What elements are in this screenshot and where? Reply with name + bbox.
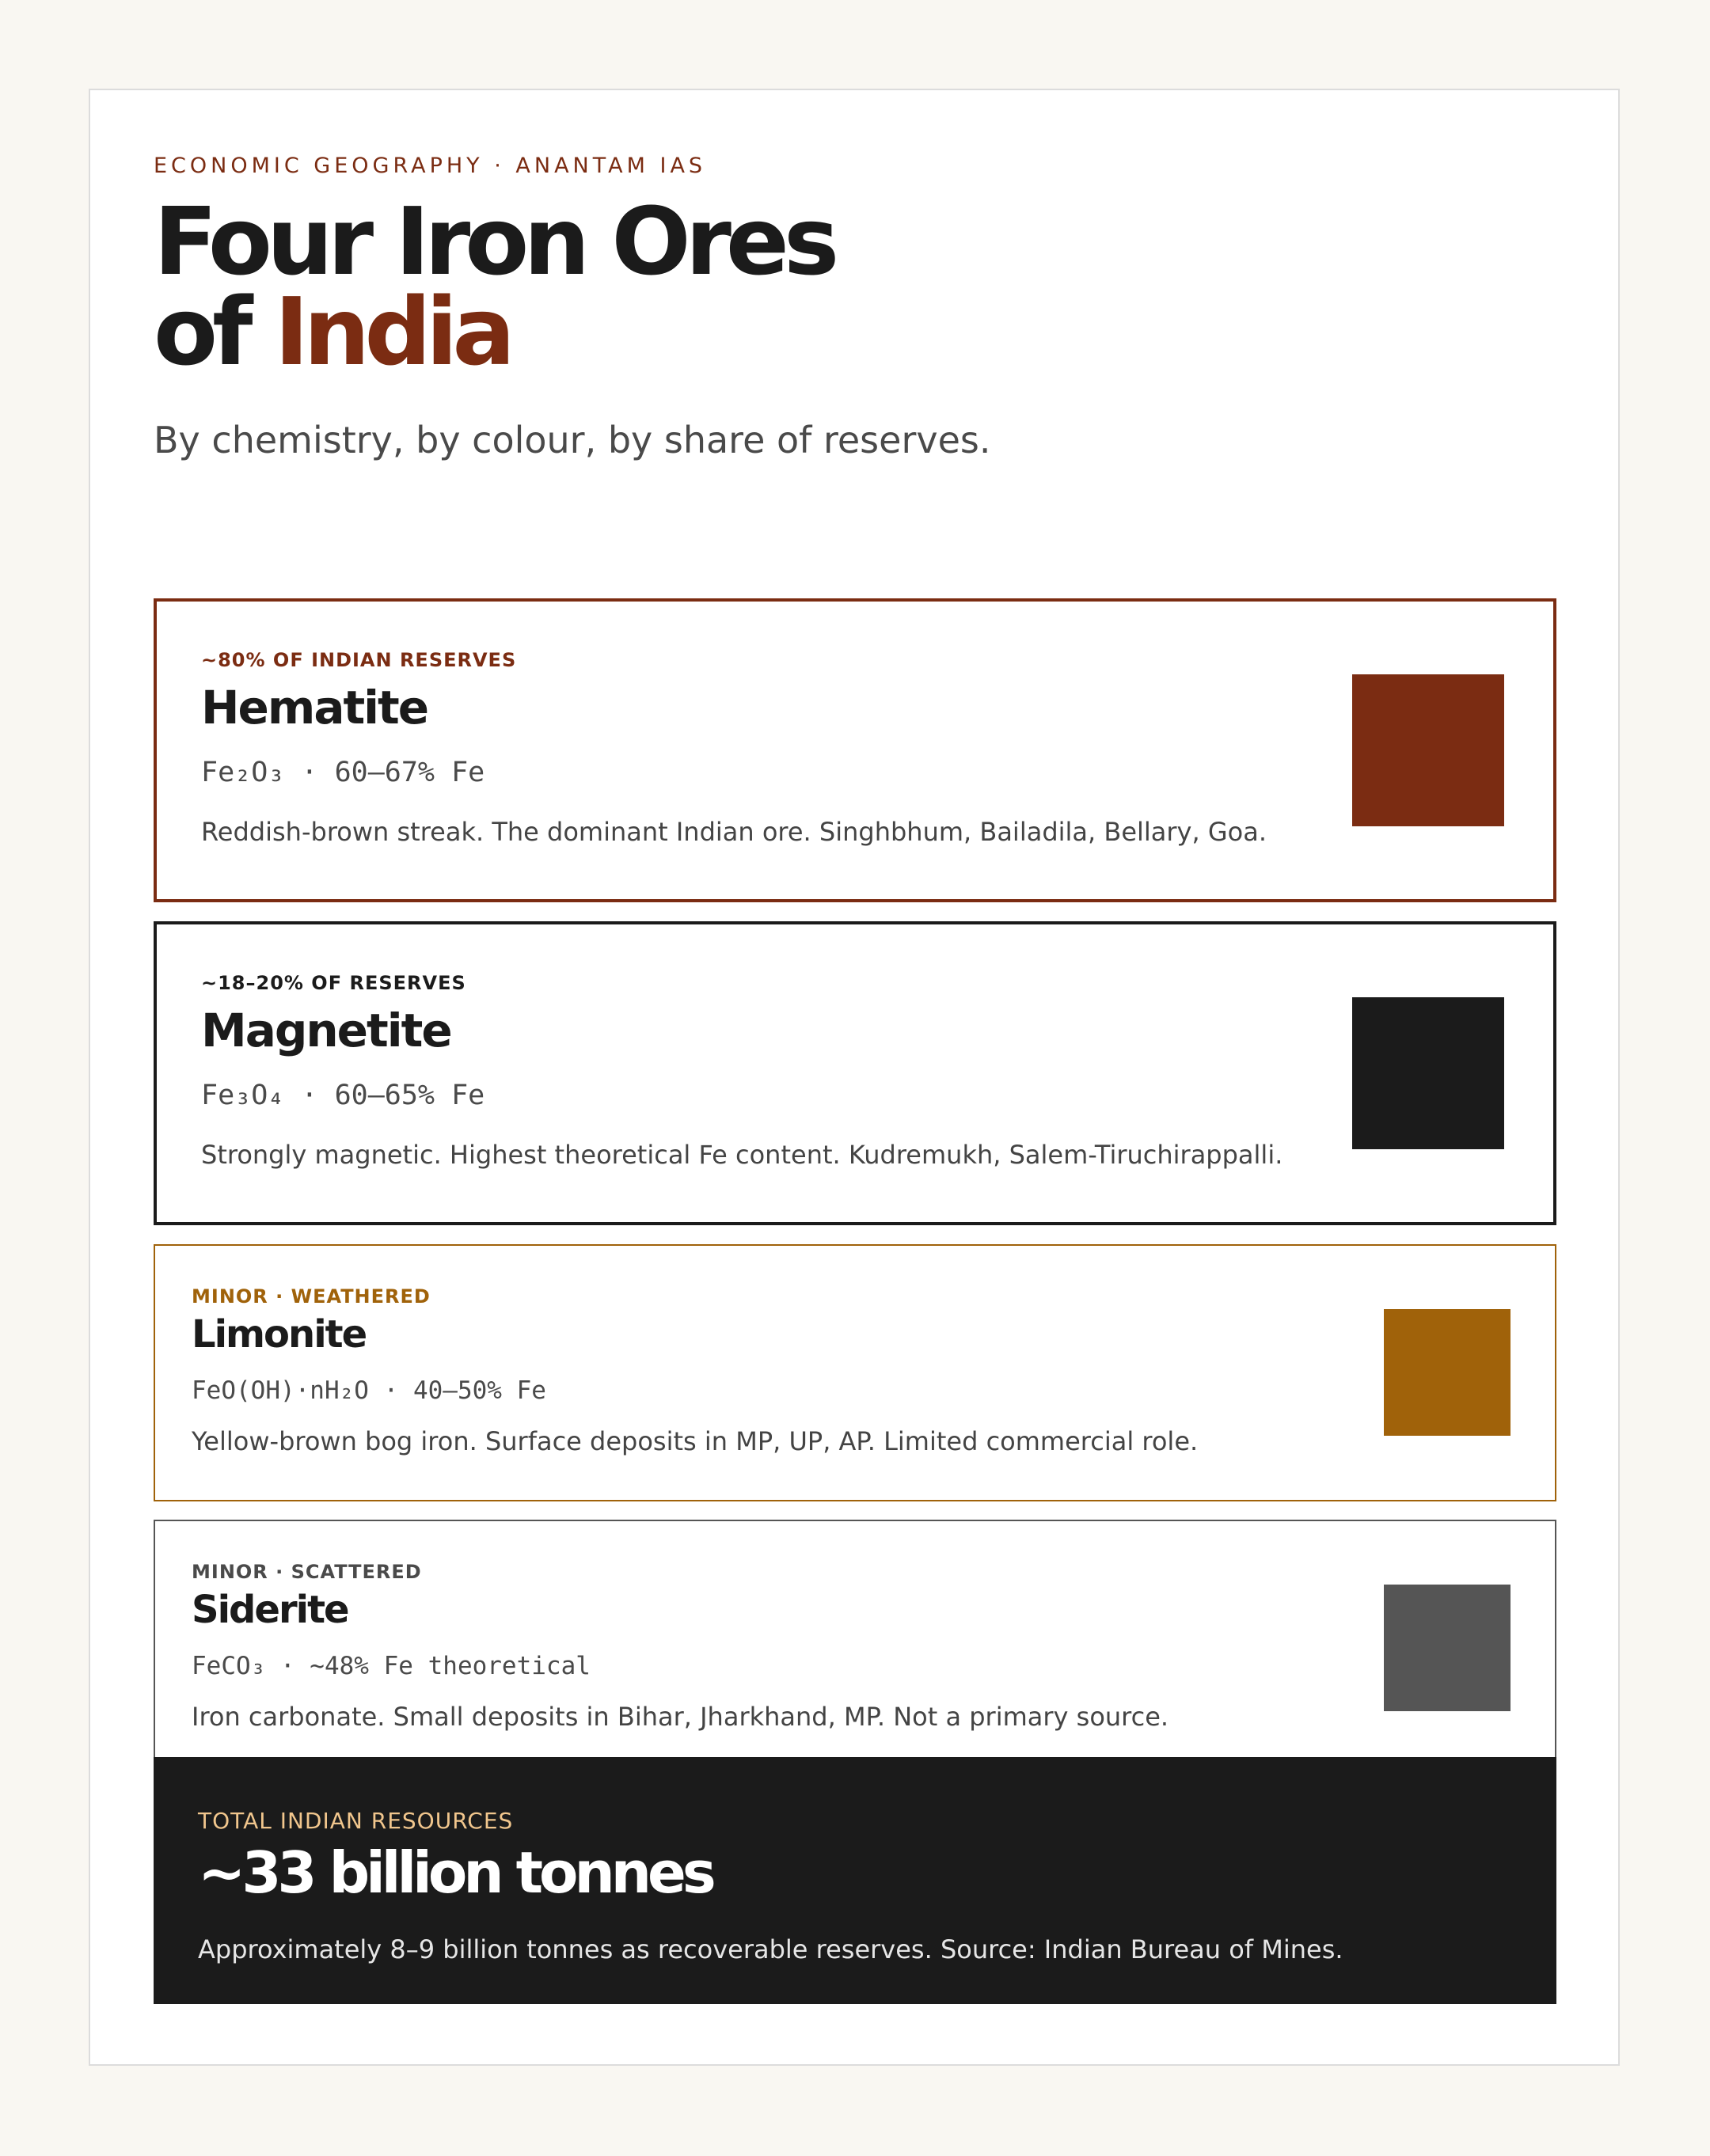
- eyebrow: ECONOMIC GEOGRAPHY · ANANTAM IAS: [154, 154, 707, 178]
- ore-formula: FeO(OH)·nH₂O · 40–50% Fe: [192, 1376, 546, 1405]
- title-accent: India: [274, 277, 510, 386]
- ore-description: Reddish-brown streak. The dominant Indian ore. Singhbhum, Bailadila, Bellary, Goa.: [201, 817, 1267, 847]
- ore-color-swatch: [1352, 674, 1504, 826]
- ore-color-swatch: [1384, 1585, 1510, 1711]
- ore-card-hematite: [154, 598, 1556, 902]
- title-line-2-prefix: of: [154, 277, 275, 386]
- total-value: ~33 billion tonnes: [198, 1839, 712, 1906]
- ore-share-tag: ~80% OF INDIAN RESERVES: [201, 649, 517, 671]
- ore-card-magnetite: [154, 921, 1556, 1225]
- total-label: TOTAL INDIAN RESOURCES: [198, 1808, 514, 1834]
- total-note: Approximately 8–9 billion tonnes as recoverable reserves. Source: Indian Bureau of Mines.: [198, 1934, 1343, 1964]
- page-subtitle: By chemistry, by colour, by share of reserves.: [154, 419, 991, 461]
- ore-name: Limonite: [192, 1312, 367, 1357]
- total-resources-panel: [154, 1757, 1556, 2004]
- ore-formula: Fe₃O₄ · 60–65% Fe: [201, 1080, 485, 1111]
- ore-card-limonite: [154, 1244, 1556, 1501]
- title-line-1: Four Iron Ores: [154, 187, 834, 296]
- page-title: [154, 187, 834, 386]
- ore-color-swatch: [1384, 1309, 1510, 1436]
- ore-name: Hematite: [201, 681, 428, 734]
- infographic-sheet: [89, 89, 1620, 2066]
- ore-share-tag: MINOR · SCATTERED: [192, 1561, 422, 1583]
- ore-description: Yellow-brown bog iron. Surface deposits in MP, UP, AP. Limited commercial role.: [192, 1426, 1199, 1456]
- ore-name: Siderite: [192, 1588, 348, 1632]
- ore-description: Strongly magnetic. Highest theoretical Fe content. Kudremukh, Salem-Tiruchirappalli.: [201, 1140, 1283, 1170]
- ore-formula: Fe₂O₃ · 60–67% Fe: [201, 757, 485, 788]
- ore-color-swatch: [1352, 997, 1504, 1149]
- ore-share-tag: ~18–20% OF RESERVES: [201, 972, 466, 994]
- ore-name: Magnetite: [201, 1004, 451, 1057]
- ore-card-siderite: [154, 1520, 1556, 1777]
- ore-description: Iron carbonate. Small deposits in Bihar, Jharkhand, MP. Not a primary source.: [192, 1702, 1169, 1732]
- ore-share-tag: MINOR · WEATHERED: [192, 1285, 431, 1308]
- ore-formula: FeCO₃ · ~48% Fe theoretical: [192, 1652, 591, 1680]
